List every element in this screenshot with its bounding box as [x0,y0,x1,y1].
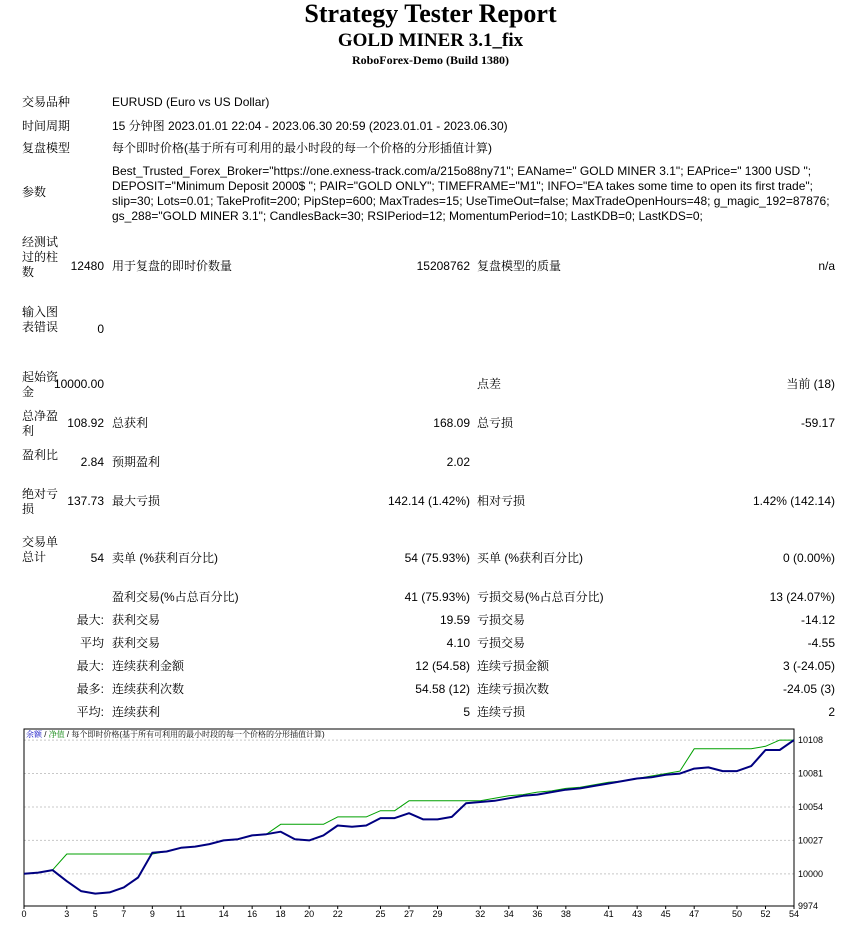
profit-trades-label: 盈利交易(%占总百分比) [112,590,239,604]
report-title: Strategy Tester Report [304,0,557,28]
symbol-value: EURUSD (Euro vs US Dollar) [112,95,270,109]
max-dd-label: 最大亏损 [112,494,161,508]
x-tick-label: 54 [788,909,800,919]
x-tick-label: 34 [503,909,514,919]
gross-loss-label: 总亏损 [477,416,514,430]
deposit-label: 起始资金 [22,370,59,399]
most-prefix: 最多: [76,682,104,696]
deposit-value: 10000.00 [53,377,104,391]
y-tick-label: 10081 [798,768,824,779]
net-label: 总净盈利 [22,409,59,438]
max-cons-prefix: 最大: [76,659,104,673]
short-value: 54 (75.93%) [404,551,470,565]
average-loss-value: -4.55 [807,636,835,650]
max-cons-losses-label: 连续亏损金额 [477,659,550,673]
balance-line [24,740,794,894]
x-tick-label: 43 [632,909,643,919]
largest-loss-label: 亏损交易 [477,613,526,627]
x-tick-label: 9 [149,909,155,919]
avg-cons-losses-label: 连续亏损 [477,705,526,719]
legend-model: 每个即时价格(基于所有可利用的最小时段的每一个价格的分形插值计算) [71,730,325,739]
x-tick-label: 27 [403,909,415,919]
max-dd-value: 142.14 (1.42%) [387,494,470,508]
x-tick-label: 32 [475,909,486,919]
chart-frame [24,729,794,906]
profit-trades-value: 41 (75.93%) [404,590,470,604]
y-tick-label: 10000 [798,868,824,879]
chart-legend: 余额 / 净值 / 每个即时价格(基于所有可利用的最小时段的每一个价格的分形插值计算) [26,730,325,739]
average-profit-label: 获利交易 [112,636,161,650]
x-tick-label: 7 [121,909,127,919]
legend-balance: 余额 [26,730,42,739]
x-tick-label: 45 [660,909,671,919]
quality-label: 复盘模型的质量 [477,259,562,273]
loss-trades-value: 13 (24.07%) [769,590,835,604]
x-tick-label: 20 [304,909,315,919]
x-tick-label: 29 [432,909,443,919]
max-cons-losses-value: 3 (-24.05) [782,659,835,673]
expected-label: 预期盈利 [112,455,161,469]
net-value: 108.92 [67,416,104,430]
largest-profit-label: 获利交易 [112,613,161,627]
y-tick-label: 9974 [798,901,819,911]
y-tick-label: 10108 [798,735,824,746]
max-cons-profit-label: 连续获利次数 [112,682,185,696]
ticks-label: 用于复盘的即时价数量 [112,259,233,273]
x-tick-label: 52 [760,909,771,919]
period-label: 时间周期 [22,119,71,133]
largest-prefix: 最大: [76,613,104,627]
ticks-value: 15208762 [416,259,470,273]
avg-cons-wins-value: 5 [463,705,470,719]
rel-dd-label: 相对亏损 [477,494,526,508]
spread-label: 点差 [477,377,502,391]
max-cons-wins-label: 连续获利金额 [112,659,185,673]
model-label: 复盘模型 [22,141,71,155]
x-tick-label: 41 [603,909,614,919]
long-value: 0 (0.00%) [782,551,835,565]
gross-profit-label: 总获利 [112,416,149,430]
errors-value: 0 [97,322,104,336]
ea-name: GOLD MINER 3.1_fix [337,30,524,51]
pf-label: 盈利比 [22,448,59,462]
params-label: 参数 [22,185,47,199]
x-tick-label: 22 [332,909,343,919]
legend-equity: 净值 [48,730,65,739]
x-tick-label: 11 [176,909,186,919]
max-cons-wins-value: 12 (54.58) [415,659,470,673]
x-tick-label: 16 [247,909,258,919]
x-tick-label: 47 [689,909,700,919]
avg-cons-losses-value: 2 [828,705,835,719]
gross-loss-value: -59.17 [800,416,835,430]
quality-value: n/a [818,259,835,273]
average-loss-label: 亏损交易 [477,636,526,650]
model-value: 每个即时价格(基于所有可利用的最小时段的每一个价格的分形插值计算) [112,141,492,155]
balance-chart [22,727,842,928]
x-tick-label: 25 [375,909,386,919]
largest-loss-value: -14.12 [800,613,835,627]
symbol-label: 交易品种 [22,95,71,109]
total-trades-label: 交易单总计 [22,535,59,564]
x-tick-label: 14 [218,909,229,919]
params-value: Best_Trusted_Forex_Broker="https://one.exness-track.com/a/215o88ny71"; EAName=" GOLD MINER 3.1"; EAPrice=" 1300 USD "; DEPOSIT="Minimum Deposit 2000$ "; PAIR="GOLD ONLY"; TIMEFRAME="M1"; INFO="EA takes some time to open its first trade"; slip=30; Lots=0.01; TakeProfit=200; PipStep=600; MaxTrades=15; UseTimeOut=false; MaxTradeOpenHours=48; g_magic_192=87876; gs_288="GOLD MINER 3.1"; CandlesBack=30; RSIPeriod=12; MomentumPeriod=10; LastKDB=0; LastKDS=0; [112,164,830,223]
errors-label: 输入图表错误 [22,305,59,334]
x-tick-label: 18 [275,909,286,919]
average-prefix: 平均 [79,636,104,650]
average-profit-value: 4.10 [446,636,470,650]
total-trades-value: 54 [90,551,104,565]
short-label: 卖单 (%获利百分比) [112,551,218,565]
chart-svg [22,727,842,928]
y-tick-label: 10027 [798,835,824,846]
bars-value: 12480 [70,259,104,273]
x-tick-label: 50 [731,909,742,919]
max-cons-loss-value: -24.05 (3) [782,682,835,696]
bars-label: 经测试过的柱数 [22,235,59,279]
x-tick-label: 3 [64,909,70,919]
spread-value: 当前 (18) [786,377,835,391]
abs-dd-label: 绝对亏损 [22,487,59,516]
max-cons-profit-value: 54.58 (12) [415,682,470,696]
gross-profit-value: 168.09 [433,416,470,430]
avg-cons-wins-label: 连续获利 [112,705,161,719]
x-tick-label: 0 [21,909,27,919]
x-tick-label: 5 [92,909,98,919]
y-tick-label: 10054 [798,801,824,812]
x-tick-label: 38 [560,909,571,919]
max-cons-loss-label: 连续亏损次数 [477,682,550,696]
largest-profit-value: 19.59 [439,613,470,627]
abs-dd-value: 137.73 [67,494,104,508]
period-value: 15 分钟图 2023.01.01 22:04 - 2023.06.30 20:59 (2023.01.01 - 2023.06.30) [112,119,508,133]
loss-trades-label: 亏损交易(%占总百分比) [477,590,604,604]
avg-cons-prefix: 平均: [76,705,104,719]
server-build: RoboForex-Demo (Build 1380) [351,53,510,67]
pf-value: 2.84 [80,455,104,469]
rel-dd-value: 1.42% (142.14) [752,494,835,508]
expected-value: 2.02 [446,455,470,469]
long-label: 买单 (%获利百分比) [477,551,583,565]
x-tick-label: 36 [532,909,543,919]
